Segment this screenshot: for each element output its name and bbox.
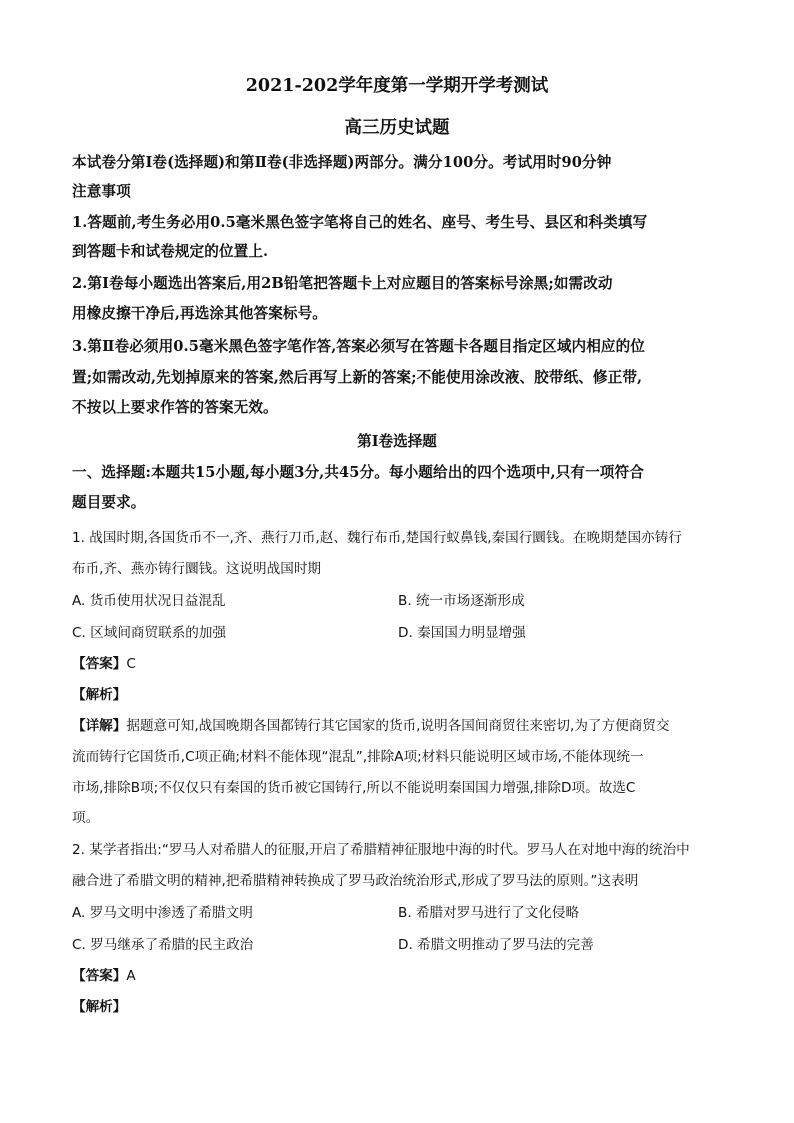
- q1-analysis-tag: [72, 683, 722, 703]
- q2-answer-value: A: [126, 968, 136, 984]
- q2-stem-line-2: 融合进了希腊文明的精神,把希腊精神转换成了罗马政治统治形式,形成了罗马法的原则。”这表明: [72, 873, 639, 889]
- q1-stem-line-2: 布币,齐、燕亦铸行圜钱。这说明战国时期: [72, 561, 322, 577]
- section-intro-line-1: 一、选择题:本题共15小题,每小题3分,共45分。每小题给出的四个选项中,只有一项符合: [72, 464, 644, 481]
- notice-item-2-line-2: 用橡皮擦干净后,再选涂其他答案标号。: [72, 305, 327, 322]
- section-heading: 第Ⅰ卷选择题: [357, 433, 437, 450]
- q2-stem-line-1: 2. 某学者指出:“罗马人对希腊人的征服,开启了希腊精神征服地中海的时代。罗马人在对地中海的统治中: [72, 842, 690, 858]
- q1-answer: [72, 652, 722, 672]
- q1-detail-line-1: [72, 714, 722, 734]
- q2-analysis-tag: [72, 995, 722, 1015]
- instruction-intro: 本试卷分第Ⅰ卷(选择题)和第Ⅱ卷(非选择题)两部分。满分100分。考试用时90分钟: [72, 154, 612, 171]
- section-intro-line-2: 题目要求。: [72, 494, 146, 511]
- q1-option-d: D. 秦国国力明显增强: [398, 625, 526, 641]
- notice-heading: 注意事项: [72, 183, 131, 200]
- notice-item-2-line-1: 2.第Ⅰ卷每小题选出答案后,用2B铅笔把答题卡上对应题目的答案标号涂黑;如需改动: [72, 275, 613, 292]
- q1-option-c: C. 区域间商贸联系的加强: [72, 625, 227, 641]
- q2-analysis-label: 【解析】: [72, 999, 127, 1015]
- q1-detail-tag: 【详解】: [72, 718, 127, 734]
- q2-option-d: D. 希腊文明推动了罗马法的完善: [398, 937, 594, 953]
- q2-option-c: C. 罗马继承了希腊的民主政治: [72, 937, 254, 953]
- exam-subtitle: 高三历史试题: [344, 118, 450, 138]
- q1-option-b: B. 统一市场逐渐形成: [398, 593, 525, 609]
- q1-answer-tag: 【答案】: [72, 656, 127, 672]
- q1-detail-line-2: 流而铸行它国货币,C项正确;材料不能体现“混乱”,排除A项;材料只能说明区域市场,不能体现统一: [72, 749, 644, 765]
- q1-detail-line-3: 市场,排除B项;不仅仅只有秦国的货币被它国铸行,所以不能说明秦国国力增强,排除D项。故选C: [72, 780, 636, 796]
- notice-item-3-line-1: 3.第Ⅱ卷必须用0.5毫米黑色签字笔作答,答案必须写在答题卡各题目指定区域内相应的位: [72, 338, 645, 355]
- notice-item-3-line-3: 不按以上要求作答的答案无效。: [72, 399, 278, 416]
- q2-option-b: B. 希腊对罗马进行了文化侵略: [398, 905, 580, 921]
- q1-answer-value: C: [126, 656, 136, 672]
- q1-detail-text-1: 据题意可知,战国晚期各国都铸行其它国家的货币,说明各国间商贸往来密切,为了方便商贸交: [126, 718, 670, 734]
- notice-item-3-line-2: 置;如需改动,先划掉原来的答案,然后再写上新的答案;不能使用涂改液、胶带纸、修正带,: [72, 369, 643, 386]
- notice-item-1-line-2: 到答题卡和试卷规定的位置上.: [72, 243, 269, 260]
- notice-item-1-line-1: 1.答题前,考生务必用0.5毫米黑色签字笔将自己的姓名、座号、考生号、县区和科类填写: [72, 214, 648, 231]
- q1-analysis-label: 【解析】: [72, 687, 127, 703]
- q1-detail-line-4: 项。: [72, 810, 100, 826]
- q1-stem-line-1: 1. 战国时期,各国货币不一,齐、燕行刀币,赵、魏行布币,楚国行蚁鼻钱,秦国行圜钱。在晚期楚国亦铸行: [72, 530, 682, 546]
- q2-option-a: A. 罗马文明中渗透了希腊文明: [72, 905, 253, 921]
- exam-title: 2021-202学年度第一学期开学考测试: [245, 76, 549, 96]
- q1-option-a: A. 货币使用状况日益混乱: [72, 593, 226, 609]
- q2-answer: [72, 964, 722, 984]
- q2-answer-tag: 【答案】: [72, 968, 127, 984]
